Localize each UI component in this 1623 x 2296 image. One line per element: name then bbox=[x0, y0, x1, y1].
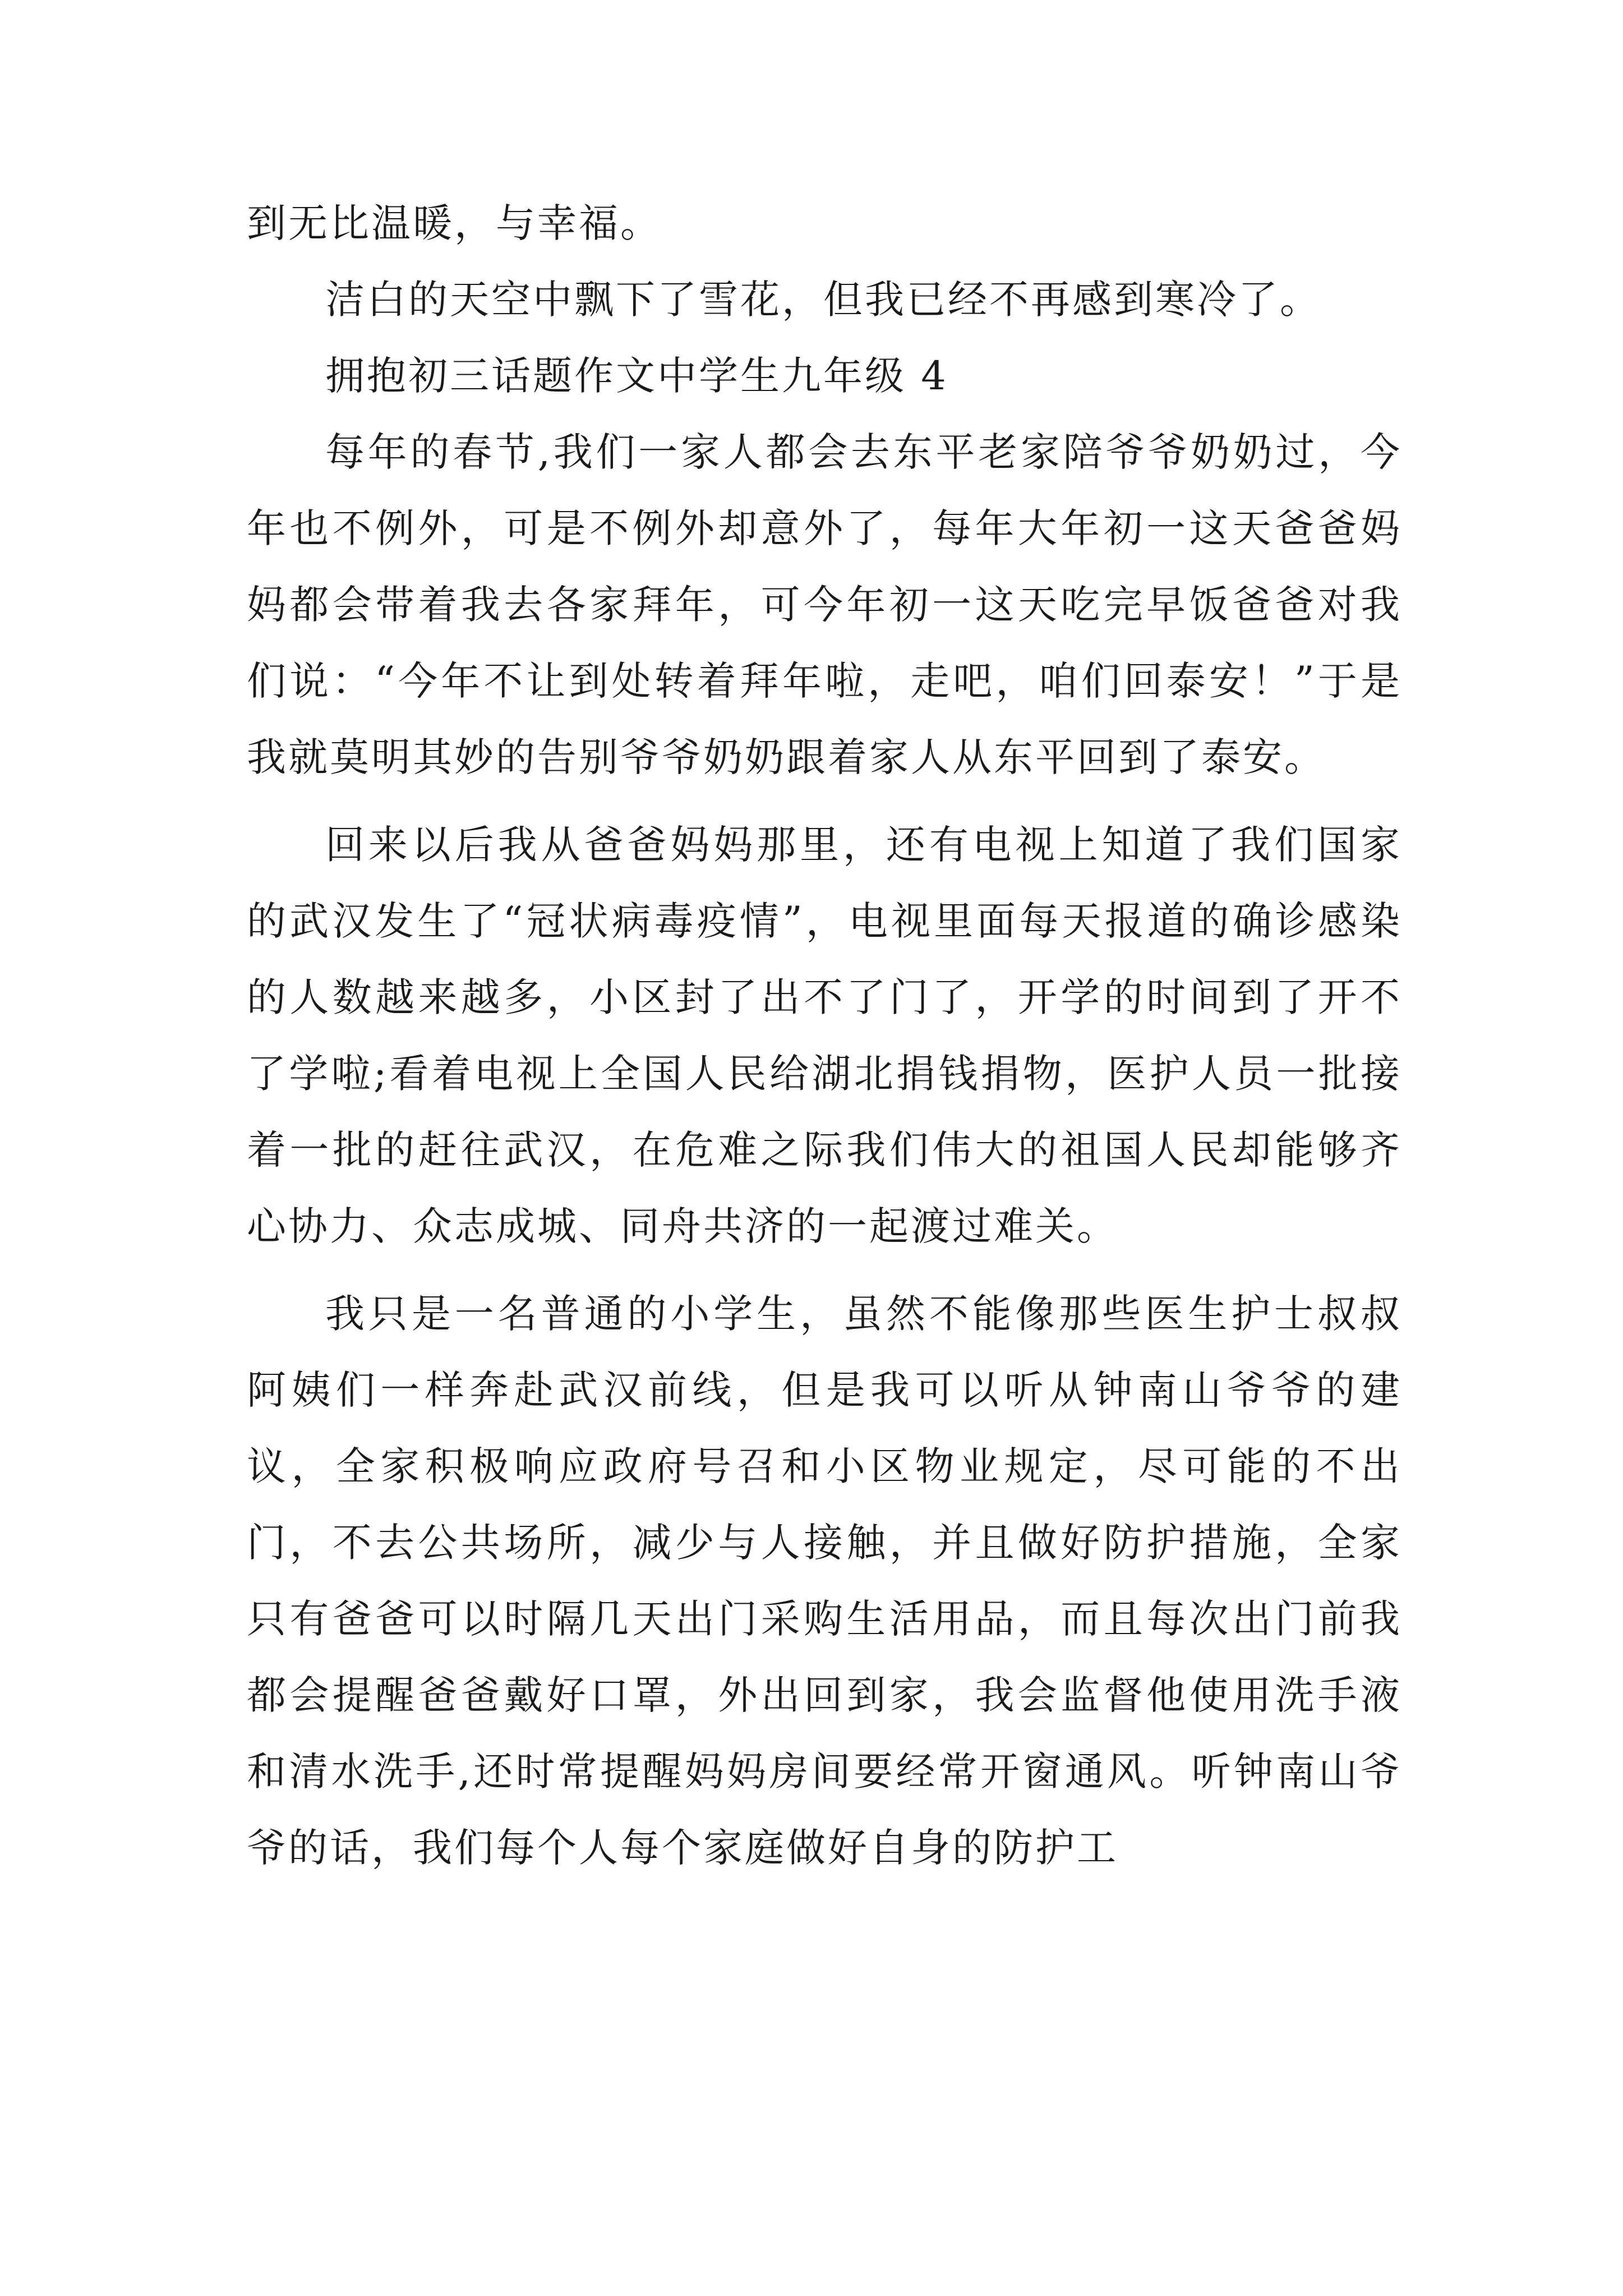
paragraph-epidemic: 回来以后我从爸爸妈妈那里，还有电视上知道了我们国家的武汉发生了“冠状病毒疫情”，电视里面每天报道的确诊感染的人数越来越多，小区封了出不了门了，开学的时间到了开不了学啦;看着电视上全国人民给湖北捐钱捐物，医护人员一批接着一批的赶往武汉，在危难之际我们伟大的祖国人民却能够齐心协力、众志成城、同舟共济的一起渡过难关。 bbox=[247, 822, 1402, 1249]
paragraph-continuation: 到无比温暖，与幸福。 bbox=[247, 200, 662, 246]
document-body bbox=[247, 185, 1402, 1886]
essay-title: 拥抱初三话题作文中学生九年级 4 bbox=[325, 353, 948, 399]
paragraph-snow: 洁白的天空中飘下了雪花，但我已经不再感到寒冷了。 bbox=[325, 277, 1321, 323]
paragraph-student-action: 我只是一名普通的小学生，虽然不能像那些医生护士叔叔阿姨们一样奔赴武汉前线，但是我可以听从钟南山爷爷的建议，全家积极响应政府号召和小区物业规定，尽可能的不出门，不去公共场所，减少与人接触，并且做好防护措施，全家只有爸爸可以时隔几天出门采购生活用品，而且每次出门前我都会提醒爸爸戴好口罩，外出回到家，我会监督他使用洗手液和清水洗手,还时常提醒妈妈房间要经常开窗通风。听钟南山爷爷的话，我们每个人每个家庭做好自身的防护工 bbox=[247, 1291, 1402, 1871]
paragraph-spring-festival: 每年的春节,我们一家人都会去东平老家陪爷爷奶奶过，今年也不例外，可是不例外却意外了，每年大年初一这天爸爸妈妈都会带着我去各家拜年，可今年初一这天吃完早饭爸爸对我们说：“今年不让到处转着拜年啦，走吧，咱们回泰安！”于是我就莫明其妙的告别爷爷奶奶跟着家人从东平回到了泰安。 bbox=[247, 429, 1402, 780]
